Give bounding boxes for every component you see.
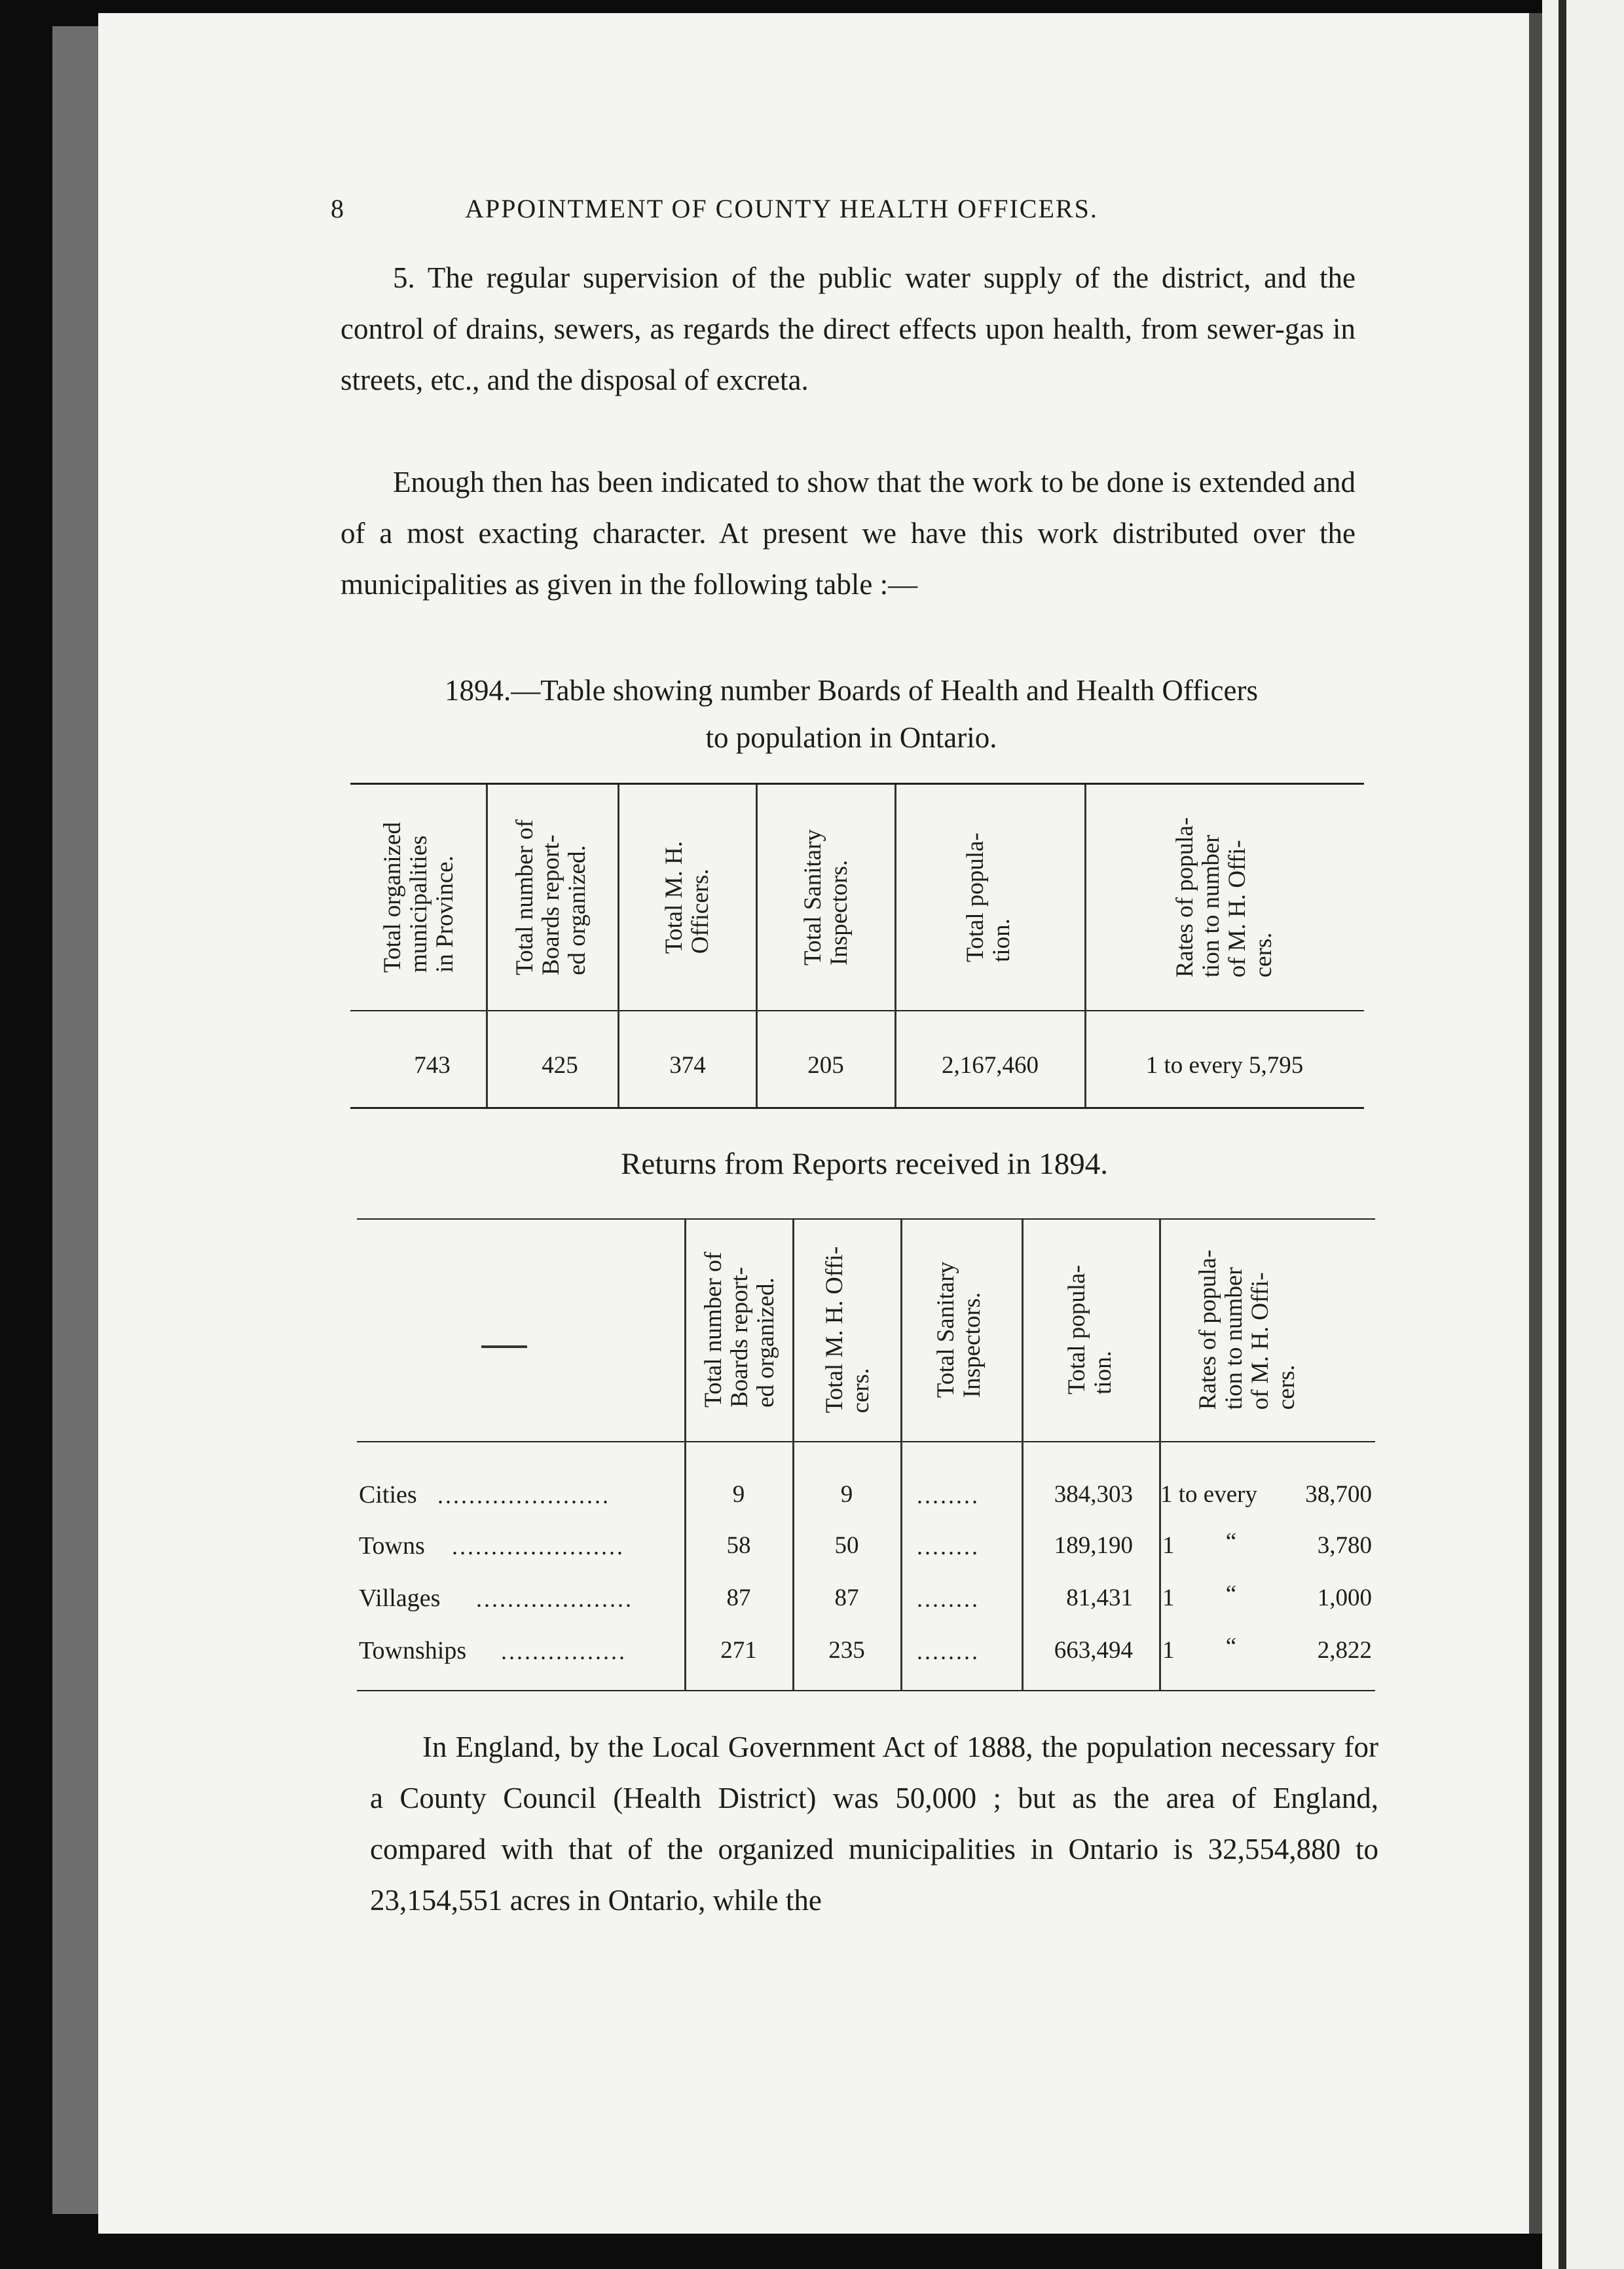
row-population: 189,190 xyxy=(1054,1532,1133,1559)
table1-header-municipalities: Total organized municipalities in Province. xyxy=(379,822,458,973)
row-leaders: ...................... xyxy=(437,1482,610,1509)
table1-caption-line2: to population in Ontario. xyxy=(705,721,997,754)
page-number: 8 xyxy=(331,194,345,223)
table2-header-rule xyxy=(357,1441,1375,1442)
table2-header-officers: Total M. H. Offi- cers. xyxy=(821,1246,874,1414)
table1-header-officers: Total M. H. Officers. xyxy=(661,840,714,954)
row-officers: 235 xyxy=(828,1637,865,1664)
row-label: Towns xyxy=(359,1532,425,1560)
table1-cell-inspectors: 205 xyxy=(807,1052,844,1079)
page-edge xyxy=(1529,13,1542,2234)
table2-top-rule xyxy=(357,1218,1375,1220)
row-rate-prefix: 1 xyxy=(1162,1532,1175,1559)
row-rate-value: 1,000 xyxy=(1317,1585,1372,1611)
row-leaders: ...................... xyxy=(452,1533,625,1560)
row-leaders: ................ xyxy=(501,1638,627,1664)
table2-header-inspectors: Total Sanitary Inspectors. xyxy=(932,1261,986,1398)
table1-cell-municipalities: 743 xyxy=(414,1052,451,1079)
paragraph-england-comparison xyxy=(370,1721,1378,1926)
table1-header-inspectors: Total Sanitary Inspectors. xyxy=(800,829,853,966)
table1-cell-boards: 425 xyxy=(542,1052,578,1079)
table2-header-rates: Rates of popula- tion to number of M. H. Offi- cers. xyxy=(1194,1249,1300,1410)
row-ditto-mark: “ xyxy=(1225,1633,1237,1660)
row-officers: 50 xyxy=(834,1532,859,1559)
row-population: 81,431 xyxy=(1066,1585,1133,1611)
row-ditto-mark: “ xyxy=(1225,1528,1237,1555)
table1-bottom-rule xyxy=(350,1107,1364,1109)
row-rate-prefix: 1 xyxy=(1162,1637,1175,1664)
row-rate-prefix: 1 xyxy=(1162,1585,1175,1611)
row-ditto-mark: “ xyxy=(1225,1581,1237,1607)
table2-col-divider xyxy=(792,1220,794,1690)
paragraph-text: 5. The regular supervision of the public water supply of the district, and the control of drains, sewers, as regards the direct effects upon health, from sewer-gas in streets, etc., and the disposal of excreta. xyxy=(341,261,1356,396)
paragraph-water-supply xyxy=(341,252,1356,405)
row-label: Villages xyxy=(359,1585,441,1612)
row-rate-prefix: 1 to every xyxy=(1160,1481,1257,1508)
row-inspectors-leaders: ........ xyxy=(917,1533,980,1560)
row-boards: 87 xyxy=(726,1585,751,1611)
row-label: Cities xyxy=(359,1481,417,1509)
table1-cell-rate: 1 to every 5,795 xyxy=(1145,1052,1304,1079)
row-officers: 87 xyxy=(834,1585,859,1611)
table2-bottom-rule xyxy=(357,1690,1375,1691)
table1-cell-officers: 374 xyxy=(669,1052,706,1079)
row-rate-value: 2,822 xyxy=(1317,1637,1372,1664)
table1-caption xyxy=(341,667,1362,761)
paragraph-text: Enough then has been indicated to show that the work to be done is extended and of a most exacting character. At present we have this work distributed over the municipalities as given in the following table :— xyxy=(341,466,1356,601)
table2-header-boards: Total number of Boards report- ed organized. xyxy=(700,1252,779,1408)
table1-col-divider xyxy=(1084,785,1086,1107)
paragraph-work-distribution xyxy=(341,457,1356,610)
row-officers: 9 xyxy=(840,1481,853,1508)
table1-cell-population: 2,167,460 xyxy=(942,1052,1039,1079)
stub-header-dash xyxy=(481,1345,527,1348)
row-rate-value: 3,780 xyxy=(1317,1532,1372,1559)
row-label: Townships xyxy=(359,1637,467,1664)
table1-header-rule xyxy=(350,1010,1364,1011)
table2-col-divider xyxy=(1159,1220,1161,1690)
row-inspectors-leaders: ........ xyxy=(917,1638,980,1664)
scan-edge-bar xyxy=(1559,0,1566,2269)
table2-header-population: Total popula- tion. xyxy=(1063,1265,1116,1395)
running-head xyxy=(331,193,1372,233)
row-leaders: .................... xyxy=(476,1586,633,1612)
running-head-title: APPOINTMENT OF COUNTY HEALTH OFFICERS. xyxy=(465,194,1098,223)
row-boards: 271 xyxy=(720,1637,757,1664)
table2-title: Returns from Reports received in 1894. xyxy=(621,1147,1108,1181)
table2-col-divider xyxy=(1022,1220,1024,1690)
table1-header-rates: Rates of popula- tion to number of M. H. Offi- cers. xyxy=(1172,817,1277,978)
row-boards: 9 xyxy=(732,1481,745,1508)
table2-col-divider xyxy=(900,1220,902,1690)
table1-top-rule xyxy=(350,783,1364,785)
paragraph-text: In England, by the Local Government Act of 1888, the population necessary for a County Council (Health District) was 50,000 ; but as the area of England, compared with that of the organized municipalities in Ontario is 32,554,880 to 23,154,551 acres in Ontario, while the xyxy=(370,1731,1378,1917)
table1-header-population: Total popula- tion. xyxy=(962,833,1015,962)
table1-caption-line1: 1894.—Table showing number Boards of Health and Health Officers xyxy=(445,674,1258,707)
row-population: 663,494 xyxy=(1054,1637,1133,1664)
next-page-sliver xyxy=(1542,0,1624,2269)
row-inspectors-leaders: ........ xyxy=(917,1482,980,1509)
row-boards: 58 xyxy=(726,1532,751,1559)
row-rate-value: 38,700 xyxy=(1305,1481,1372,1508)
table1-header-boards: Total number of Boards report- ed organized. xyxy=(511,819,591,975)
row-inspectors-leaders: ........ xyxy=(917,1586,980,1612)
row-population: 384,303 xyxy=(1054,1481,1133,1508)
table2-col-divider xyxy=(684,1220,686,1690)
